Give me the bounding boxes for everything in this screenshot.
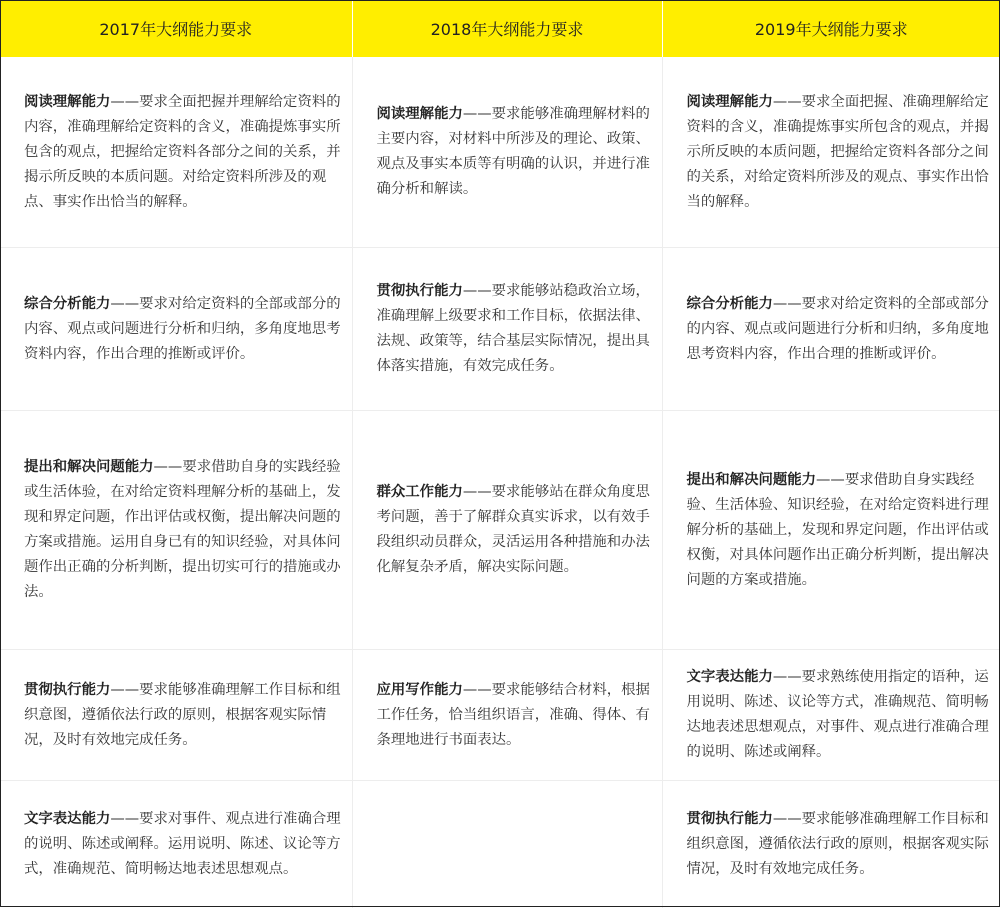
ability-term: 综合分析能力	[24, 296, 110, 312]
table-cell	[662, 411, 1000, 650]
ability-description: ——要求全面把握并理解给定资料的内容，准确理解给定资料的含义，准确提炼事实所包含的观点，把握给定资料各部分之间的关系，并揭示所反映的本质问题。对给定资料所涉及的观点、事实作出恰当的解释。	[24, 94, 341, 210]
ability-description: ——要求能够准确理解材料的主要内容，对材料中所涉及的理论、政策、观点及事实本质等有明确的认识，并进行准确分析和解读。	[377, 106, 650, 197]
ability-term: 文字表达能力	[687, 669, 773, 685]
ability-term: 提出和解决问题能力	[24, 459, 154, 475]
table-cell	[352, 248, 662, 411]
ability-description: ——要求全面把握、准确理解给定资料的含义，准确提炼事实所包含的观点，并揭示所反映的本质问题，把握给定资料各部分之间的关系，对给定资料所涉及的观点、事实作出恰当的解释。	[687, 94, 989, 210]
ability-description: ——要求对给定资料的全部或部分的内容、观点或问题进行分析和归纳，多角度地思考资料内容，作出合理的推断或评价。	[24, 296, 341, 362]
table-cell	[0, 57, 352, 248]
table-row	[0, 781, 1000, 908]
ability-description: ——要求借助自身实践经验、生活体验、知识经验，在对给定资料进行理解分析的基础上，发现和界定问题，作出评估或权衡，对具体问题作出正确分析判断，提出解决问题的方案或措施。	[687, 472, 989, 588]
table-cell	[352, 57, 662, 248]
ability-term: 贯彻执行能力	[687, 811, 773, 827]
ability-description: ——要求借助自身的实践经验或生活体验，在对给定资料理解分析的基础上，发现和界定问题，作出评估或权衡，提出解决问题的方案或措施。运用自身已有的知识经验，对具体问题作出正确的分析判断，提出切实可行的措施或办法。	[24, 459, 341, 600]
header-row	[0, 0, 1000, 57]
ability-description: ——要求对事件、观点进行准确合理的说明、陈述或阐释。运用说明、陈述、议论等方式，准确规范、简明畅达地表述思想观点。	[24, 811, 341, 877]
empty-cell	[352, 781, 662, 908]
ability-description: ——要求能够站稳政治立场，准确理解上级要求和工作目标，依据法律、法规、政策等，结合基层实际情况，提出具体落实措施，有效完成任务。	[377, 283, 650, 374]
table-cell	[0, 650, 352, 781]
table-cell	[662, 650, 1000, 781]
ability-term: 贯彻执行能力	[377, 283, 463, 299]
table-row	[0, 650, 1000, 781]
header-2019: 2019年大纲能力要求	[662, 0, 1000, 57]
ability-term: 文字表达能力	[24, 811, 110, 827]
table-cell	[0, 411, 352, 650]
ability-description: ——要求能够结合材料，根据工作任务，恰当组织语言，准确、得体、有条理地进行书面表达。	[377, 682, 650, 748]
table-cell	[662, 57, 1000, 248]
table-cell	[352, 411, 662, 650]
table-row	[0, 411, 1000, 650]
ability-term: 阅读理解能力	[24, 94, 110, 110]
ability-description: ——要求对给定资料的全部或部分的内容、观点或问题进行分析和归纳，多角度地思考资料内容，作出合理的推断或评价。	[687, 296, 989, 362]
table-cell	[662, 781, 1000, 908]
ability-description: ——要求能够准确理解工作目标和组织意图，遵循依法行政的原则，根据客观实际情况，及时有效地完成任务。	[687, 811, 989, 877]
ability-term: 应用写作能力	[377, 682, 463, 698]
table-cell	[662, 248, 1000, 411]
header-2017: 2017年大纲能力要求	[0, 0, 352, 57]
ability-description: ——要求熟练使用指定的语种，运用说明、陈述、议论等方式，准确规范、简明畅达地表述思想观点，对事件、观点进行准确合理的说明、陈述或阐释。	[687, 669, 989, 760]
ability-term: 提出和解决问题能力	[687, 472, 817, 488]
ability-term: 群众工作能力	[377, 484, 463, 500]
ability-term: 阅读理解能力	[377, 106, 463, 122]
table-row	[0, 57, 1000, 248]
table-cell	[352, 650, 662, 781]
table-row	[0, 248, 1000, 411]
table-cell	[0, 781, 352, 908]
table-cell	[0, 248, 352, 411]
ability-description: ——要求能够准确理解工作目标和组织意图，遵循依法行政的原则，根据客观实际情况，及时有效地完成任务。	[24, 682, 341, 748]
ability-term: 阅读理解能力	[687, 94, 773, 110]
ability-term: 贯彻执行能力	[24, 682, 110, 698]
ability-term: 综合分析能力	[687, 296, 773, 312]
header-2018: 2018年大纲能力要求	[352, 0, 662, 57]
ability-description: ——要求能够站在群众角度思考问题，善于了解群众真实诉求，以有效手段组织动员群众，灵活运用各种措施和办法化解复杂矛盾，解决实际问题。	[377, 484, 650, 575]
